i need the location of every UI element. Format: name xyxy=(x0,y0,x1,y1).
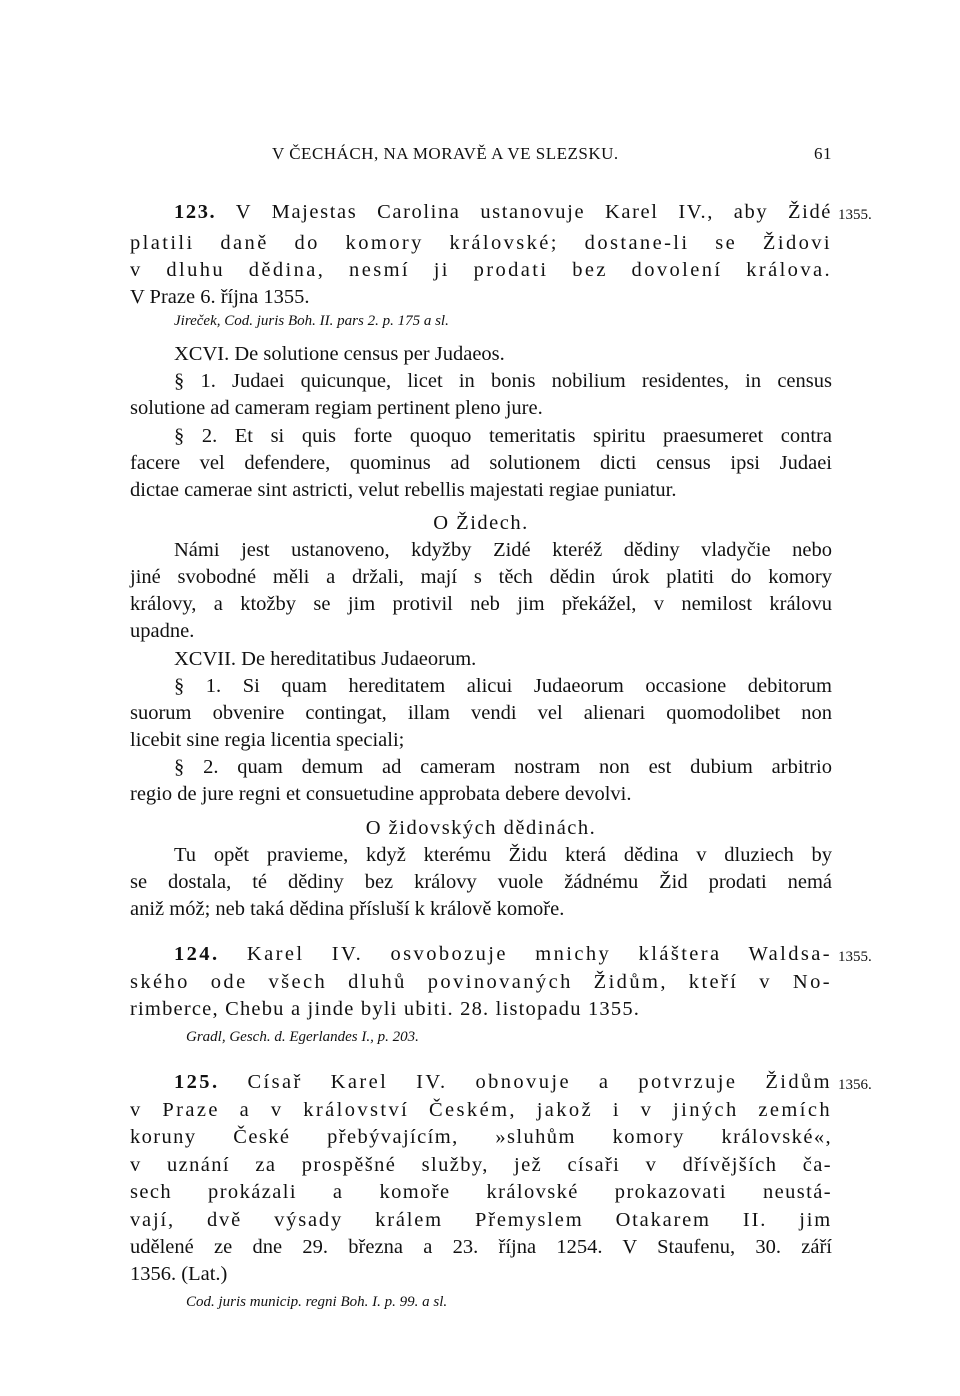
entry-123-line-3: v dluhu dědina, nesmí ji prodati bez dovolení králova. xyxy=(130,259,832,281)
body-line: XCVII. De hereditatibus Judaeorum. xyxy=(174,648,477,670)
body-line: suorum obvenire contingat, illam vendi vel alienari quomodolibet non xyxy=(130,702,832,724)
entry-125-line-1: 125. Císař Karel IV. obnovuje a potvrzuje Židům xyxy=(174,1071,832,1093)
body-line: § 1. Judaei quicunque, licet in bonis nobilium residentes, in census xyxy=(174,370,832,392)
body-line: Tu opět pravieme, když kterému Židu která dědina v dluziech by xyxy=(174,844,832,866)
entry-125-line-4: v uznání za prospěšné služby, jež císaři v dřívějších ča- xyxy=(130,1154,832,1176)
body-line: § 2. Et si quis forte quoquo temeritatis spiritu praesumeret contra xyxy=(174,425,832,447)
body-line: Námi jest ustanoveno, kdyžby Zidé kteréž dědiny vladyčie nebo xyxy=(174,539,832,561)
entry-125-line-7: udělené ze dne 29. března a 23. října 1254. V Staufenu, 30. září xyxy=(130,1236,832,1258)
body-line: licebit sine regia licentia speciali; xyxy=(130,729,405,751)
body-line: aniž móž; neb taká dědina přísluší k králově komoře. xyxy=(130,898,565,920)
body-line: § 1. Si quam hereditatem alicui Judaeorum occasione debitorum xyxy=(174,675,832,697)
body-line: upadne. xyxy=(130,620,195,642)
entry-123-citation: Jireček, Cod. juris Boh. II. pars 2. p. 175 a sl. xyxy=(174,313,449,329)
section-heading: O židovských dědinách. xyxy=(365,817,597,839)
entry-125-citation: Cod. juris municip. regni Boh. I. p. 99. a sl. xyxy=(186,1294,448,1310)
entry-124-number: 124. xyxy=(174,943,220,965)
entry-124-line-1: 124. Karel IV. osvobozuje mnichy kláštera Waldsa- xyxy=(174,943,832,965)
entry-123-line-1: 123. V Majestas Carolina ustanovuje Karel IV., aby Židé xyxy=(174,201,833,223)
entry-125-line-5: sech prokázali a komoře královské prokazovati neustá- xyxy=(130,1181,832,1203)
entry-124-citation: Gradl, Gesch. d. Egerlandes I., p. 203. xyxy=(186,1029,419,1045)
entry-124-year: 1355. xyxy=(838,949,872,965)
body-line: solutione ad cameram regiam pertinent pleno jure. xyxy=(130,397,543,419)
body-line: se dostala, té dědiny bez královy vuole žádnému Žid prodati nemá xyxy=(130,871,832,893)
entry-125-line-2: v Praze a v království Českém, jakož i v jiných zemích xyxy=(130,1099,832,1121)
body-line: XCVI. De solutione census per Judaeos. xyxy=(174,343,505,365)
body-line: dictae camerae sint astricti, velut rebellis majestati regiae puniatur. xyxy=(130,479,677,501)
entry-124-line-2: ského ode všech dluhů povinovaných Židům, kteří v No- xyxy=(130,971,832,993)
page-number: 61 xyxy=(814,144,832,163)
entry-123-line-2: platili daně do komory královské; dostane-li se Židovi xyxy=(130,232,832,254)
body-line: jiné svobodné měli a držali, mají s těch dědin úrok platiti do komory xyxy=(130,566,832,588)
entry-125-line-3: koruny České přebývajícím, »sluhům komory královské«, xyxy=(130,1126,832,1148)
entry-125-line-8: 1356. (Lat.) xyxy=(130,1263,228,1285)
body-line: královy, a ktožby se jim protivil neb jim překážel, v nemilost královu xyxy=(130,593,832,615)
header-title: V ČECHÁCH, NA MORAVĚ A VE SLEZSKU. xyxy=(272,144,619,163)
body-line: regio de jure regni et consuetudine approbata debere devolvi. xyxy=(130,783,632,805)
entry-123-line-4: V Praze 6. října 1355. xyxy=(130,286,310,308)
entry-125-year: 1356. xyxy=(838,1077,872,1093)
entry-123-year: 1355. xyxy=(838,207,872,223)
entry-125-line-6: vají, dvě výsady králem Přemyslem Otakarem II. jim xyxy=(130,1209,832,1231)
entry-123-number: 123. xyxy=(174,201,217,223)
section-heading: O Židech. xyxy=(433,512,529,534)
entry-124-line-3: rimberce, Chebu a jinde byli ubiti. 28. listopadu 1355. xyxy=(130,998,641,1020)
entry-125-number: 125. xyxy=(174,1071,220,1093)
body-line: facere vel defendere, quominus ad solutionem dicti census ipsi Judaei xyxy=(130,452,832,474)
body-line: § 2. quam demum ad cameram nostram non est dubium arbitrio xyxy=(174,756,832,778)
